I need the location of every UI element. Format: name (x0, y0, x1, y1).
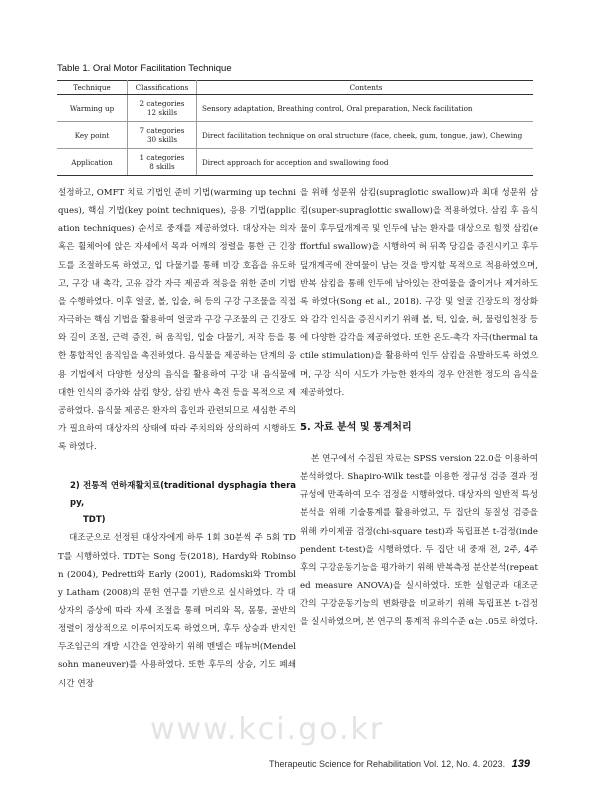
cell-technique: Key point (57, 122, 128, 149)
cell-technique: Application (57, 149, 128, 176)
journal-citation: Therapeutic Science for Rehabilitation Vol. 12, No. 4. 2023. (268, 759, 506, 769)
header-technique: Technique (57, 81, 128, 95)
cell-contents: Sensory adaptation, Breathing control, Oral preparation, Neck facilitation (197, 95, 534, 122)
left-column (58, 184, 296, 693)
section-heading-statistics: 5. 자료 분석 및 통계처리 (300, 421, 412, 433)
cell-contents: Direct approach for acception and swallowing food (197, 149, 534, 176)
cell-skills: 8 skills (149, 162, 175, 171)
right-column (300, 184, 538, 631)
table-row (57, 149, 533, 176)
page-number: 139 (511, 758, 530, 770)
cell-contents: Direct facilitation technique on oral structure (face, cheek, gum, tongue, jaw), Chewing (197, 122, 534, 149)
cell-technique: Warming up (57, 95, 128, 122)
table-row (57, 122, 533, 149)
header-contents: Contents (197, 81, 534, 95)
cell-classification (128, 122, 197, 149)
table-row (57, 95, 533, 122)
cell-categories: 2 categories (139, 99, 185, 108)
cell-classification (128, 149, 197, 176)
table-header-row (57, 81, 533, 95)
watermark: www.kci.go.kr (150, 712, 385, 747)
subsection-heading-line-2: TDT) (83, 515, 106, 526)
subsection-heading-line-1: 2) 전통적 연하재활치료(traditional dysphagia therapy, (70, 481, 296, 509)
cell-categories: 7 categories (139, 126, 185, 135)
cell-categories: 1 categories (139, 153, 185, 162)
cell-skills: 12 skills (146, 108, 178, 117)
right-paragraph-2: 본 연구에서 수집된 자료는 SPSS version 22.0을 이용하여 분석하였다. Shapiro-Wilk test를 이용한 정규성 검증 결과 정규성에 만족하여 모수 검정을 시행하였다. 대상자의 일반적 특성 분석을 위해 기술통계를 활용하였고, 두 집단의 동질성 검증을 위해 카이제곱 검정(chi-square test)과 독립표본 t-검정(independent t-test)을 시행하였다. 두 집단 내 중재 전, 2주, 4주 후의 구강운동기능을 평가하기 위해 반복측정 분산분석(repeated measure ANOVA)을 실시하였다. 또한 실험군과 대조군 간의 구강운동기능의 변화량을 비교하기 위해 독립표본 t-검정을 실시하였으며, 본 연구의 통계적 유의수준 α는 .05로 하였다. (300, 453, 538, 628)
table-title: Table 1. Oral Motor Facilitation Technique (57, 63, 232, 74)
subsection-heading-tdt (58, 478, 296, 529)
cell-skills: 30 skills (146, 135, 178, 144)
right-paragraph-1: 을 위해 성문위 삼킴(supraglotic swallow)과 최대 성문위 삼킴(super-supraglottic swallow)을 적용하였다. 삼킴 후 음식물이 후두덮개계곡 및 인두에 남는 환자를 대상으로 힘껏 삼킴(effortful swallow)을 시행하여 혀 뒤쪽 당김을 증진시키고 후두덮개계곡에 잔여물이 남는 것을 방지할 목적으로 적용하였으며, 반복 삼킴을 통해 인두에 남아있는 잔여물을 줄이거나 제거하도록 하였다(Song et al., 2018). 구강 및 얼굴 긴장도의 정상화와 감각 인식을 증진시키기 위해 볼, 턱, 입술, 혀, 물렁입천장 등에 다양한 감각을 제공하였다. 또한 온도-촉각 자극(thermal tactile stimulation)을 활용하여 인두 삼킴을 유발하도록 하였으며, 구강 식이 시도가 가능한 환자의 경우 안전한 정도의 음식을 제공하였다. (300, 188, 538, 398)
oral-motor-table (57, 80, 533, 176)
header-classifications: Classifications (128, 81, 197, 95)
left-paragraph-1: 설정하고, OMFT 치료 기법인 준비 기법(warming up techniques), 핵심 기법(key point techniques), 응용 기법(application techniques) 순서로 중재를 제공하였다. 대상자는 의자 혹은 휠체어에 앉은 자세에서 목과 어깨의 정렬을 통한 근 긴장도를 조절하도록 하였고, 입 다물기를 통해 비강 호흡을 유도하고, 구강 내 촉각, 고유 감각 자극 제공과 적응을 위한 준비 기법을 수행하였다. 이후 얼굴, 볼, 입술, 혀 등의 구강 구조물을 직접 자극하는 핵심 기법을 활용하여 얼굴과 구강 구조물의 근 긴장도와 길이 조절, 근력 증진, 혀 움직임, 입술 다물기, 저작 등을 통한 통합적인 움직임을 촉진하였다. 음식물을 제공하는 단계의 응용 기법에서 다양한 성상의 음식을 활용하여 구강 내 음식물에 대한 인식의 증가와 삼킴 향상, 삼킴 반사 촉진 등을 목적으로 제공하였다. 음식물 제공은 환자의 흡인과 관련되므로 세심한 주의가 필요하여 대상자의 상태에 따라 주치의와 상의하여 시행하도록 하였다. (58, 188, 296, 453)
left-paragraph-2: 대조군으로 선정된 대상자에게 하루 1회 30분씩 주 5회 TDT를 시행하였다. TDT는 Song 등(2018), Hardy와 Robinson (2004), Pedretti와 Early (2001), Radomski와 Trombly Latham (2008)의 문헌 연구를 기반으로 실시하였다. 각 대상자의 증상에 따라 자세 조절을 통해 머리와 목, 몸통, 골반의 정렬이 정상적으로 이루어지도록 하였으며, 후두 상승과 반지인두조임근의 개방 시간을 연장하기 위해 멘델슨 매뉴버(Mendelsohn maneuver)를 사용하였다. 또한 후두의 상승, 기도 폐쇄 시간 연장 (58, 533, 296, 689)
page-footer (269, 758, 530, 770)
cell-classification (128, 95, 197, 122)
